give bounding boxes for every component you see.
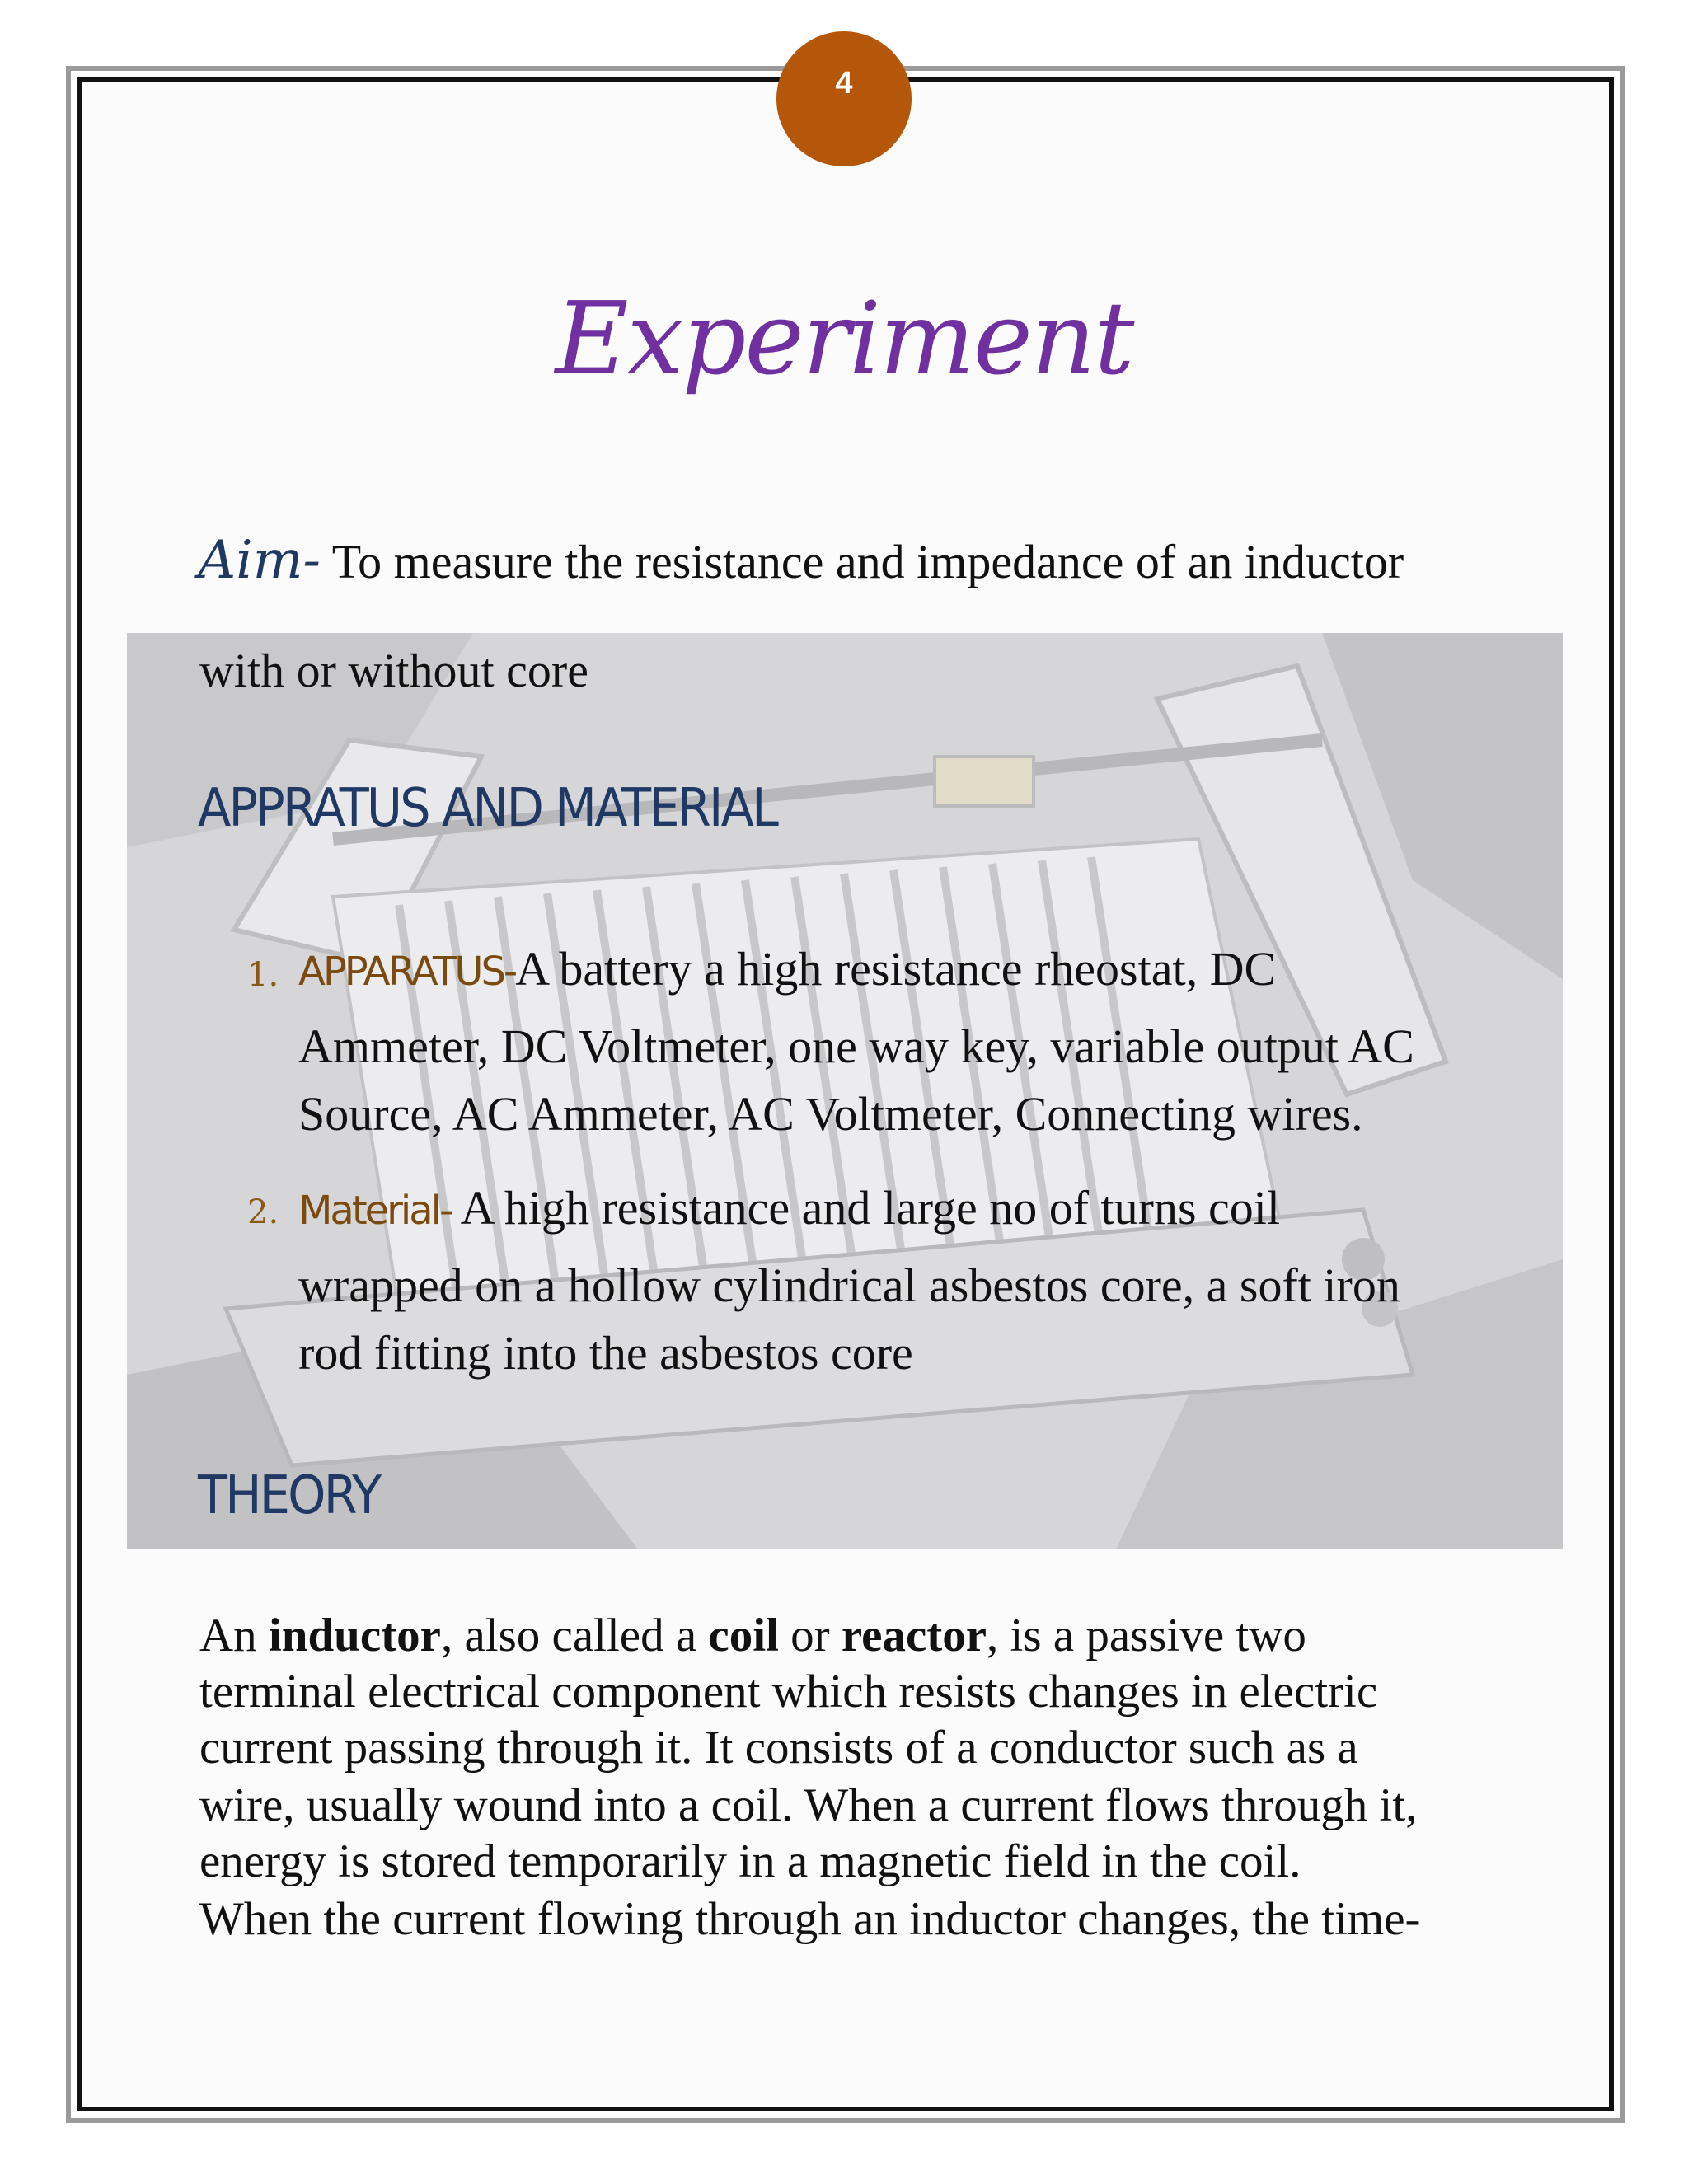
material-label: Material- (298, 1188, 452, 1234)
theory-text: An (199, 1610, 269, 1661)
page-title: Experiment (555, 280, 1133, 397)
theory-line-2: terminal electrical component which resists changes in electric (199, 1666, 1378, 1718)
list-item-1-line-3: Source, AC Ammeter, AC Voltmeter, Connecting wires. (298, 1087, 1363, 1141)
aim-label: Aim- (198, 530, 321, 591)
term-inductor: inductor (268, 1610, 441, 1661)
theory-text: or (778, 1610, 842, 1661)
page-number: 4 (835, 66, 853, 101)
list-item-2-line-1 (298, 1180, 1280, 1235)
term-coil: coil (708, 1610, 779, 1661)
list-item-2-line-3: rod fitting into the asbestos core (298, 1326, 913, 1380)
list-number-1: 1. (247, 956, 279, 994)
theory-text: , also called a (440, 1610, 709, 1661)
theory-line-3: current passing through it. It consists of a conductor such as a (199, 1722, 1358, 1774)
list-number-2: 2. (247, 1193, 279, 1231)
list-item-2-line-2: wrapped on a hollow cylindrical asbestos core, a soft iron (298, 1258, 1400, 1312)
theory-heading: THEORY (198, 1465, 380, 1526)
theory-line-1 (199, 1609, 1306, 1662)
theory-line-6: When the current flowing through an inductor changes, the time- (199, 1893, 1421, 1945)
aim-line-1 (198, 530, 1404, 591)
aim-line-2: with or without core (199, 644, 588, 697)
theory-line-4: wire, usually wound into a coil. When a current flows through it, (199, 1779, 1418, 1831)
term-reactor: reactor (841, 1610, 987, 1661)
list-item-1-line-2: Ammeter, DC Voltmeter, one way key, variable output AC (298, 1019, 1414, 1073)
page-number-badge (776, 31, 912, 166)
theory-line-5: energy is stored temporarily in a magnetic field in the coil. (199, 1835, 1301, 1887)
apparatus-label: APPARATUS- (298, 949, 516, 995)
apparatus-heading: APPRATUS AND MATERIAL (198, 778, 777, 839)
aim-text: To measure the resistance and impedance of an inductor (331, 535, 1404, 588)
material-text: A high resistance and large no of turns coil (460, 1181, 1280, 1235)
list-item-1-line-1 (298, 941, 1276, 996)
apparatus-text: A battery a high resistance rheostat, DC (515, 942, 1277, 996)
theory-text: , is a passive two (987, 1610, 1306, 1661)
